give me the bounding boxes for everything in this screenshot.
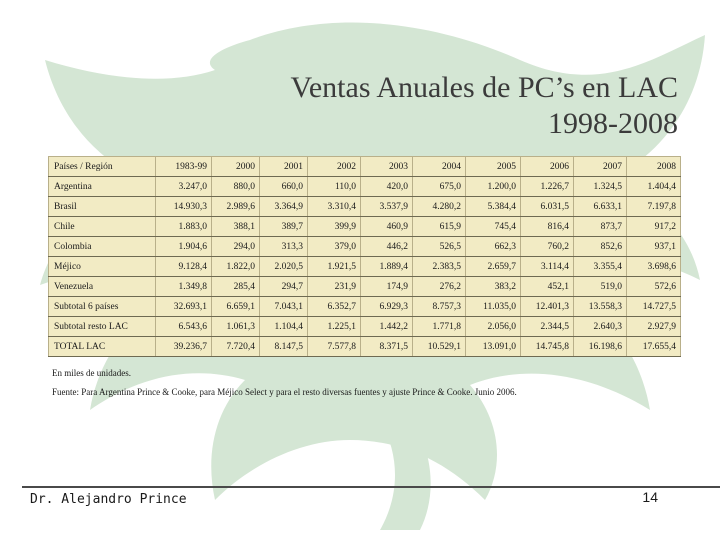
table-cell: 294,7 xyxy=(260,277,308,297)
table-cell: 1.921,5 xyxy=(308,257,361,277)
table-cell: 460,9 xyxy=(361,217,413,237)
table-cell: 4.280,2 xyxy=(413,197,466,217)
table-cell: 6.633,1 xyxy=(574,197,627,217)
table-cell: 526,5 xyxy=(413,237,466,257)
table-cell: 231,9 xyxy=(308,277,361,297)
table-header-row xyxy=(49,157,681,177)
table-cell: 11.035,0 xyxy=(466,297,521,317)
source-note: Fuente: Para Argentina Prince & Cooke, para Méjico Select y para el resto diversas fuentes y ajuste Prince & Cooke. Junio 2006. xyxy=(52,387,517,397)
table-cell: 7.197,8 xyxy=(627,197,681,217)
table-cell: 2.989,6 xyxy=(212,197,260,217)
table-cell: 1.226,7 xyxy=(521,177,574,197)
table-cell: 39.236,7 xyxy=(156,337,212,357)
table-header-cell: 2008 xyxy=(627,157,681,177)
table-header-cell: 2003 xyxy=(361,157,413,177)
table-cell: 399,9 xyxy=(308,217,361,237)
table-cell: 276,2 xyxy=(413,277,466,297)
table-cell: 2.344,5 xyxy=(521,317,574,337)
title-line-2: 1998-2008 xyxy=(548,107,678,140)
table-header-cell: 2007 xyxy=(574,157,627,177)
table-cell: 2.659,7 xyxy=(466,257,521,277)
table-row-label: Argentina xyxy=(49,177,156,197)
table-cell: 14.727,5 xyxy=(627,297,681,317)
footnotes xyxy=(52,364,517,402)
author-name: Dr. Alejandro Prince xyxy=(30,492,187,507)
table-header-cell: 2005 xyxy=(466,157,521,177)
table-cell: 1.904,6 xyxy=(156,237,212,257)
table-cell: 3.698,6 xyxy=(627,257,681,277)
table-row-label: TOTAL LAC xyxy=(49,337,156,357)
table-row xyxy=(49,317,681,337)
table-cell: 420,0 xyxy=(361,177,413,197)
table-cell: 7.577,8 xyxy=(308,337,361,357)
table-cell: 383,2 xyxy=(466,277,521,297)
table-cell: 13.558,3 xyxy=(574,297,627,317)
table-cell: 7.720,4 xyxy=(212,337,260,357)
table-cell: 3.247,0 xyxy=(156,177,212,197)
table-cell: 519,0 xyxy=(574,277,627,297)
table-cell: 6.929,3 xyxy=(361,297,413,317)
table-header-cell: 2006 xyxy=(521,157,574,177)
table-cell: 880,0 xyxy=(212,177,260,197)
table-cell: 1.324,5 xyxy=(574,177,627,197)
table-row xyxy=(49,197,681,217)
footer-divider xyxy=(22,486,720,488)
table-row-label: Méjico xyxy=(49,257,156,277)
table-cell: 816,4 xyxy=(521,217,574,237)
table-cell: 3.310,4 xyxy=(308,197,361,217)
table-cell: 8.371,5 xyxy=(361,337,413,357)
table-header-cell: 1983-99 xyxy=(156,157,212,177)
table-cell: 110,0 xyxy=(308,177,361,197)
table-cell: 16.198,6 xyxy=(574,337,627,357)
table-cell: 313,3 xyxy=(260,237,308,257)
table-cell: 8.757,3 xyxy=(413,297,466,317)
table-header-cell: 2001 xyxy=(260,157,308,177)
table-cell: 14.745,8 xyxy=(521,337,574,357)
table-cell: 662,3 xyxy=(466,237,521,257)
table-header-cell: 2000 xyxy=(212,157,260,177)
table-cell: 1.822,0 xyxy=(212,257,260,277)
table-cell: 1.404,4 xyxy=(627,177,681,197)
table-header-cell: 2002 xyxy=(308,157,361,177)
units-note: En miles de unidades. xyxy=(52,368,131,378)
table-cell: 8.147,5 xyxy=(260,337,308,357)
table-cell: 675,0 xyxy=(413,177,466,197)
table-row xyxy=(49,277,681,297)
table-cell: 1.771,8 xyxy=(413,317,466,337)
table-cell: 6.031,5 xyxy=(521,197,574,217)
table-cell: 379,0 xyxy=(308,237,361,257)
table-cell: 615,9 xyxy=(413,217,466,237)
table-cell: 7.043,1 xyxy=(260,297,308,317)
table-cell: 1.349,8 xyxy=(156,277,212,297)
table-cell: 2.056,0 xyxy=(466,317,521,337)
table-cell: 10.529,1 xyxy=(413,337,466,357)
table-header-cell: Países / Región xyxy=(49,157,156,177)
table-cell: 388,1 xyxy=(212,217,260,237)
table-cell: 3.114,4 xyxy=(521,257,574,277)
table-cell: 852,6 xyxy=(574,237,627,257)
table-cell: 2.383,5 xyxy=(413,257,466,277)
table-row-label: Colombia xyxy=(49,237,156,257)
table-cell: 745,4 xyxy=(466,217,521,237)
table-row-label: Subtotal resto LAC xyxy=(49,317,156,337)
table-cell: 14.930,3 xyxy=(156,197,212,217)
table-cell: 5.384,4 xyxy=(466,197,521,217)
table-cell: 294,0 xyxy=(212,237,260,257)
table-cell: 3.355,4 xyxy=(574,257,627,277)
table-header-cell: 2004 xyxy=(413,157,466,177)
table-cell: 2.640,3 xyxy=(574,317,627,337)
table-row xyxy=(49,257,681,277)
title-line-1: Ventas Anuales de PC’s en LAC xyxy=(290,71,678,104)
table-row xyxy=(49,237,681,257)
table-cell: 917,2 xyxy=(627,217,681,237)
table-cell: 6.659,1 xyxy=(212,297,260,317)
table-cell: 1.883,0 xyxy=(156,217,212,237)
table-cell: 2.927,9 xyxy=(627,317,681,337)
table-cell: 2.020,5 xyxy=(260,257,308,277)
table-cell: 1.442,2 xyxy=(361,317,413,337)
table-row xyxy=(49,177,681,197)
table-cell: 32.693,1 xyxy=(156,297,212,317)
table-cell: 760,2 xyxy=(521,237,574,257)
table-cell: 937,1 xyxy=(627,237,681,257)
table-cell: 17.655,4 xyxy=(627,337,681,357)
table-cell: 12.401,3 xyxy=(521,297,574,317)
table-cell: 572,6 xyxy=(627,277,681,297)
table-row-label: Venezuela xyxy=(49,277,156,297)
page-number: 14 xyxy=(642,489,658,505)
table-cell: 1.200,0 xyxy=(466,177,521,197)
sales-table-container xyxy=(48,156,680,357)
table-cell: 6.352,7 xyxy=(308,297,361,317)
table-cell: 389,7 xyxy=(260,217,308,237)
table-cell: 660,0 xyxy=(260,177,308,197)
table-cell: 1.061,3 xyxy=(212,317,260,337)
table-cell: 285,4 xyxy=(212,277,260,297)
table-cell: 9.128,4 xyxy=(156,257,212,277)
table-row xyxy=(49,217,681,237)
table-row-label: Subtotal 6 países xyxy=(49,297,156,317)
table-cell: 1.104,4 xyxy=(260,317,308,337)
table-row xyxy=(49,337,681,357)
table-cell: 3.537,9 xyxy=(361,197,413,217)
table-cell: 1.889,4 xyxy=(361,257,413,277)
table-cell: 13.091,0 xyxy=(466,337,521,357)
table-cell: 452,1 xyxy=(521,277,574,297)
table-row xyxy=(49,297,681,317)
table-cell: 3.364,9 xyxy=(260,197,308,217)
table-cell: 873,7 xyxy=(574,217,627,237)
table-cell: 446,2 xyxy=(361,237,413,257)
table-cell: 6.543,6 xyxy=(156,317,212,337)
table-row-label: Brasil xyxy=(49,197,156,217)
slide-title xyxy=(291,70,678,142)
sales-table xyxy=(48,156,681,357)
table-cell: 174,9 xyxy=(361,277,413,297)
table-row-label: Chile xyxy=(49,217,156,237)
table-cell: 1.225,1 xyxy=(308,317,361,337)
